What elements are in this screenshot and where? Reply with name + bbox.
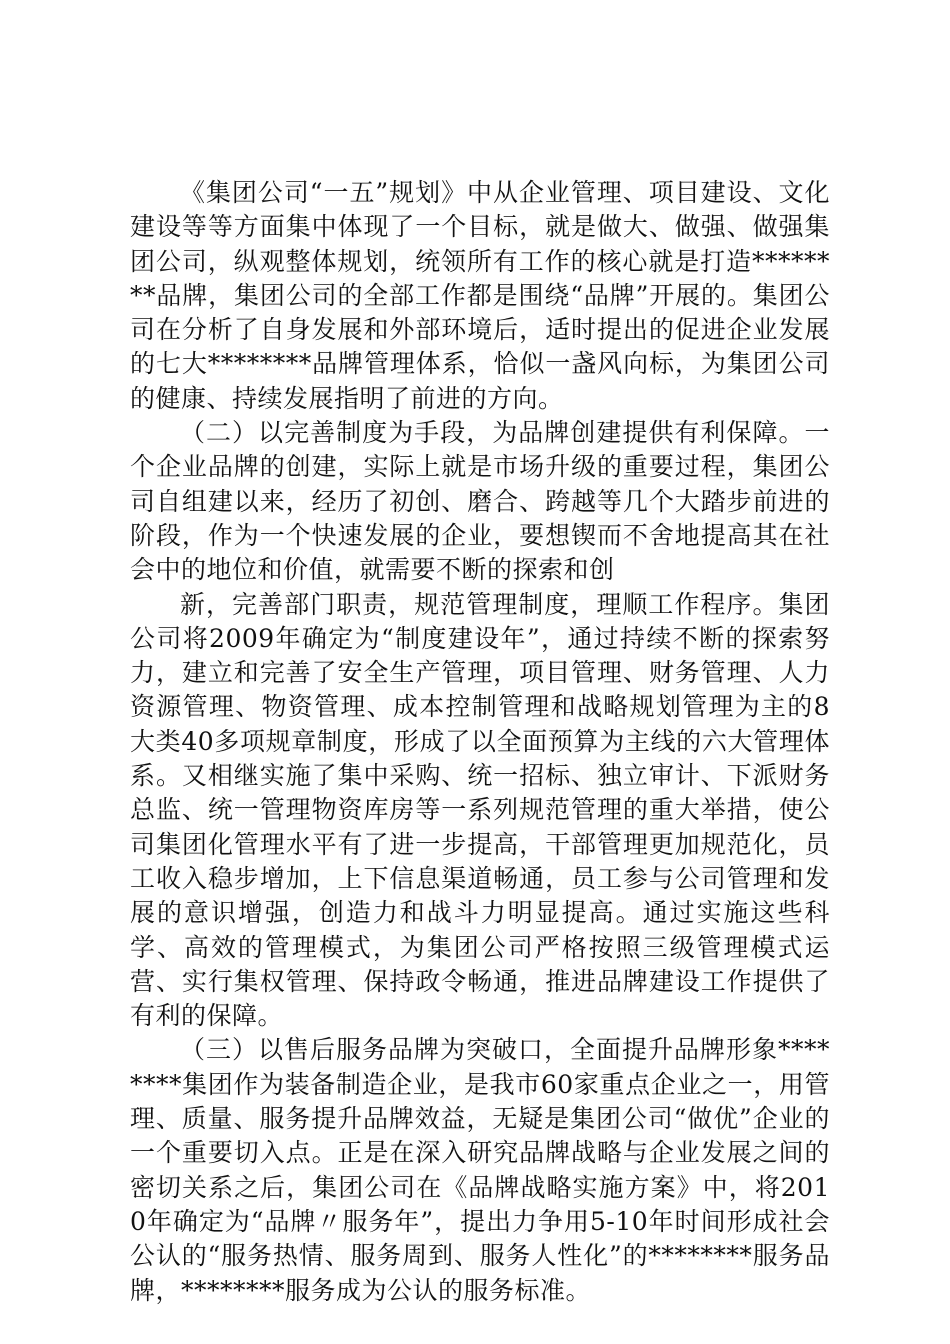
paragraph-management-reform: 新，完善部门职责，规范管理制度，理顺工作程序。集团公司将2009年确定为“制度建设年”，通过持续不断的探索努力，建立和完善了安全生产管理，项目管理、财务管理、人力资源管理、物资管理、成本控制管理和战略规划管理为主的8大类40多项规章制度，形成了以全面预算为主线的六大管理体系。又相继实施了集中采购、统一招标、独立审计、下派财务总监、统一管理物资库房等一系列规范管理的重大举措，使公司集团化管理水平有了进一步提高，干部管理更加规范化，员工收入稳步增加，上下信息渠道畅通，员工参与公司管理和发展的意识增强，创造力和战斗力明显提高。通过实施这些科学、高效的管理模式，为集团公司严格按照三级管理模式运营、实行集权管理、保持政令畅通，推进品牌建设工作提供了有利的保障。 (130, 589, 830, 1031)
paragraph-service-brand: （三）以售后服务品牌为突破口，全面提升品牌形象********集团作为装备制造企业，是我市60家重点企业之一，用管理、质量、服务提升品牌效益，无疑是集团公司“做优”企业的一个重要切入点。正是在深入研究品牌战略与企业发展之间的密切关系之后，集团公司在《品牌战略实施方案》中，将2010年确定为“品牌〃服务年”，提出力争用5-10年时间形成社会公认的“服务热情、服务周到、服务人性化”的********服务品牌，********服务成为公认的服务标准。 (130, 1035, 830, 1305)
paragraph-group-plan: 《集团公司“一五”规划》中从企业管理、项目建设、文化建设等等方面集中体现了一个目标，就是做大、做强、做强集团公司，纵观整体规划，统领所有工作的核心就是打造********品牌，集团公司的全部工作都是围绕“品牌”开展的。集团公司在分析了自身发展和外部环境后，适时提出的促进企业发展的七大********品牌管理体系，恰似一盏风向标，为集团公司的健康、持续发展指明了前进的方向。 (130, 178, 830, 413)
document-body (130, 176, 830, 1308)
paragraph-system-guarantee: （二）以完善制度为手段，为品牌创建提供有利保障。一个企业品牌的创建，实际上就是市场升级的重要过程，集团公司自组建以来，经历了初创、磨合、跨越等几个大踏步前进的阶段，作为一个快速发展的企业，要想锲而不舍地提高其在社会中的地位和价值，就需要不断的探索和创 (130, 418, 830, 585)
